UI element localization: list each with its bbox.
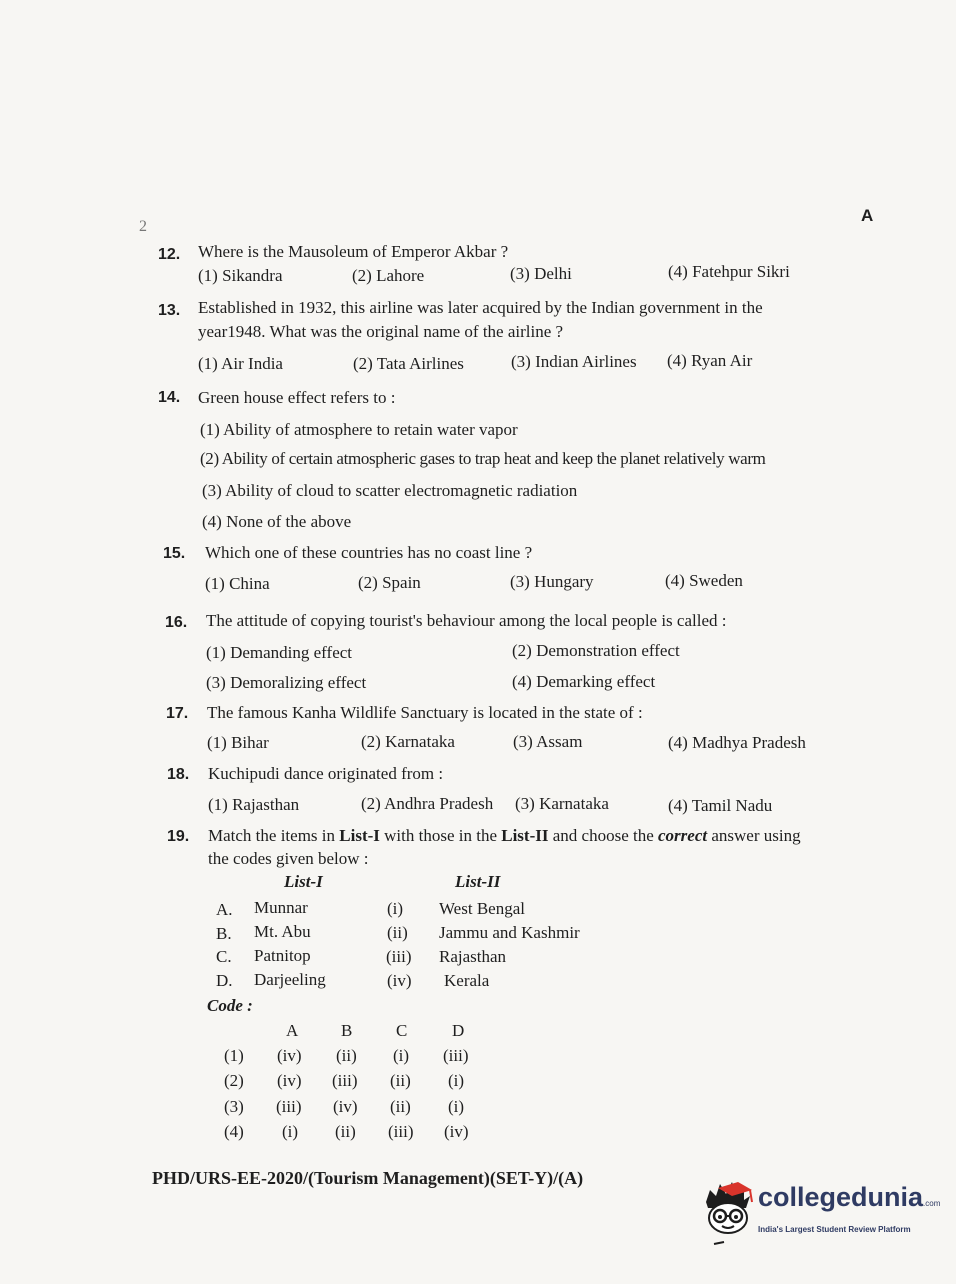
list-2-roman: (iii) <box>386 947 412 966</box>
option-3: (3) Assam <box>513 732 583 751</box>
question-number: 17. <box>166 705 189 722</box>
code-header: B <box>341 1021 353 1040</box>
question-text: Green house effect refers to : <box>198 388 396 407</box>
question-text-line-1: Established in 1932, this airline was later acquired by the Indian government in the <box>198 298 763 317</box>
list-2-item: West Bengal <box>439 899 525 918</box>
option-2: (2) Ability of certain atmospheric gases to trap heat and keep the planet relatively warm <box>200 449 766 468</box>
code-cell: (iii) <box>276 1097 302 1116</box>
option-2: (2) Spain <box>358 573 421 592</box>
code-cell: (iii) <box>388 1122 414 1141</box>
question-text: Where is the Mausoleum of Emperor Akbar ? <box>198 242 509 261</box>
option-1: (1) Air India <box>198 354 283 373</box>
code-option: (4) <box>224 1122 244 1141</box>
option-3: (3) Indian Airlines <box>511 352 637 371</box>
option-2: (2) Tata Airlines <box>353 354 464 373</box>
option-2: (2) Lahore <box>352 266 425 285</box>
code-cell: (iv) <box>277 1071 302 1090</box>
list-1-heading: List-I <box>284 872 323 891</box>
option-3: (3) Ability of cloud to scatter electromagnetic radiation <box>202 481 578 500</box>
code-cell: (i) <box>448 1071 465 1090</box>
code-cell: (iii) <box>443 1046 469 1065</box>
list-2-roman: (iv) <box>387 971 412 990</box>
code-header: D <box>452 1021 465 1040</box>
option-1: (1) China <box>205 574 270 593</box>
code-option: (2) <box>224 1071 244 1090</box>
option-1: (1) Ability of atmosphere to retain water vapor <box>200 420 518 439</box>
list-1-item: Darjeeling <box>254 970 326 989</box>
set-letter: A <box>861 206 874 225</box>
list-2-roman: (i) <box>387 899 404 918</box>
question-number: 18. <box>167 766 190 783</box>
code-cell: (i) <box>282 1122 299 1141</box>
option-2: (2) Karnataka <box>361 732 455 751</box>
option-3: (3) Karnataka <box>515 794 609 813</box>
brand-tagline: India's Largest Student Review Platform <box>758 1225 911 1234</box>
option-2: (2) Andhra Pradesh <box>361 794 494 813</box>
code-label: Code : <box>207 996 253 1015</box>
code-cell: (ii) <box>390 1071 411 1090</box>
question-text: The famous Kanha Wildlife Sanctuary is located in the state of : <box>207 703 643 722</box>
list-1-item: Mt. Abu <box>254 922 311 941</box>
code-cell: (ii) <box>335 1122 356 1141</box>
option-4: (4) Sweden <box>665 571 743 590</box>
question-text: Kuchipudi dance originated from : <box>208 764 444 783</box>
option-2: (2) Demonstration effect <box>512 641 680 660</box>
code-cell: (iv) <box>444 1122 469 1141</box>
list-1-letter: D. <box>216 971 233 990</box>
question-number: 16. <box>165 614 188 631</box>
option-1: (1) Rajasthan <box>208 795 300 814</box>
option-4: (4) Fatehpur Sikri <box>668 262 790 281</box>
option-4: (4) Demarking effect <box>512 672 656 691</box>
code-cell: (iii) <box>332 1071 358 1090</box>
list-2-item: Kerala <box>444 971 490 990</box>
code-header: A <box>286 1021 299 1040</box>
mascot-icon <box>700 1178 756 1248</box>
option-1: (1) Bihar <box>207 733 269 752</box>
list-1-letter: A. <box>216 900 233 919</box>
code-header: C <box>396 1021 408 1040</box>
option-4: (4) Tamil Nadu <box>668 796 773 815</box>
code-cell: (ii) <box>390 1097 411 1116</box>
list-1-item: Munnar <box>254 898 308 917</box>
code-cell: (iv) <box>333 1097 358 1116</box>
list-2-heading: List-II <box>455 872 501 891</box>
collegedunia-watermark <box>700 1178 941 1248</box>
question-number: 13. <box>158 302 181 319</box>
list-1-letter: B. <box>216 924 232 943</box>
page-number: 2 <box>139 218 147 235</box>
question-text-line-1: Match the items in List-I with those in the List-II and choose the correct answer using <box>208 826 801 845</box>
code-cell: (ii) <box>336 1046 357 1065</box>
code-cell: (i) <box>448 1097 465 1116</box>
question-number: 14. <box>158 389 181 406</box>
option-3: (3) Demoralizing effect <box>206 673 367 692</box>
question-number: 12. <box>158 246 181 263</box>
list-2-item: Rajasthan <box>439 947 507 966</box>
list-2-item: Jammu and Kashmir <box>439 923 580 942</box>
option-4: (4) Madhya Pradesh <box>668 733 806 752</box>
question-text-line-2: year1948. What was the original name of the airline ? <box>198 322 564 341</box>
question-text-line-2: the codes given below : <box>208 849 369 868</box>
list-1-letter: C. <box>216 947 232 966</box>
option-1: (1) Sikandra <box>198 266 283 285</box>
list-1-item: Patnitop <box>254 946 311 965</box>
option-3: (3) Hungary <box>510 572 594 591</box>
question-text: The attitude of copying tourist's behaviour among the local people is called : <box>206 611 727 630</box>
question-text: Which one of these countries has no coast line ? <box>205 543 533 562</box>
option-4: (4) None of the above <box>202 512 352 531</box>
brand-name: collegedunia.com <box>758 1182 941 1212</box>
option-1: (1) Demanding effect <box>206 643 353 662</box>
question-number: 19. <box>167 828 190 845</box>
code-option: (1) <box>224 1046 244 1065</box>
option-3: (3) Delhi <box>510 264 572 283</box>
paper-code-footer: PHD/URS-EE-2020/(Tourism Management)(SET-Y)/(A) <box>152 1168 584 1188</box>
code-cell: (iv) <box>277 1046 302 1065</box>
code-cell: (i) <box>393 1046 410 1065</box>
option-4: (4) Ryan Air <box>667 351 753 370</box>
question-number: 15. <box>163 545 186 562</box>
code-option: (3) <box>224 1097 244 1116</box>
list-2-roman: (ii) <box>387 923 408 942</box>
